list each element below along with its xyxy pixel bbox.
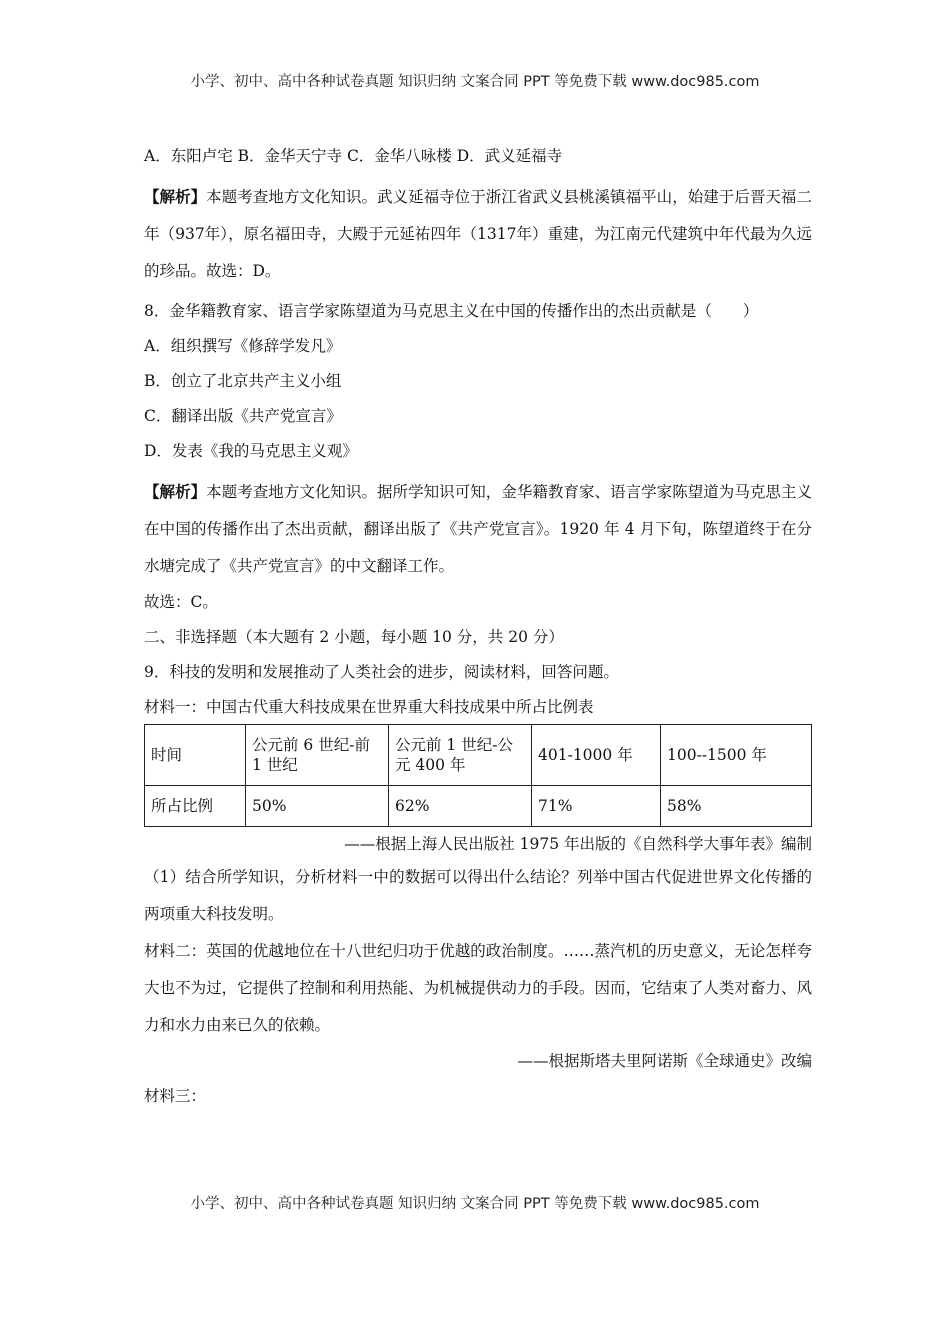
material-1-title: 材料一：中国古代重大科技成果在世界重大科技成果中所占比例表 — [144, 698, 594, 716]
q9-stem: 9．科技的发明和发展推动了人类社会的进步，阅读材料，回答问题。 — [144, 663, 619, 681]
q8-option-d: D．发表《我的马克思主义观》 — [144, 442, 358, 460]
page-content — [144, 145, 812, 1120]
q8-option-c: C．翻译出版《共产党宣言》 — [144, 407, 342, 425]
q7-analysis — [144, 178, 812, 290]
q8-analysis-tag: 【解析】 — [144, 482, 207, 501]
table-cell: 58% — [661, 786, 812, 827]
section-2-heading: 二、非选择题（本大题有 2 小题，每小题 10 分，共 20 分） — [144, 628, 564, 646]
q8-stem: 8．金华籍教育家、语言学家陈望道为马克思主义在中国的传播作出的杰出贡献是（ ） — [144, 302, 759, 320]
q8-answer: 故选：C。 — [144, 593, 218, 611]
q7-analysis-text: 本题考查地方文化知识。武义延福寺位于浙江省武义县桃溪镇福平山，始建于后晋天福二年（937年），原名福田寺，大殿于元延祐四年（1317年）重建，为江南元代建筑中年代最为久远的珍品。故选：D。 — [144, 188, 812, 280]
material-2-source: ——根据斯塔夫里阿诺斯《全球通史》改编 — [517, 1052, 812, 1070]
table-row — [145, 725, 812, 786]
table-cell: 所占比例 — [145, 786, 246, 827]
page-footer: 小学、初中、高中各种试卷真题 知识归纳 文案合同 PPT 等免费下载 www.doc985.com — [190, 1196, 760, 1212]
q8-analysis-text: 本题考查地方文化知识。据所学知识可知，金华籍教育家、语言学家陈望道为马克思主义在中国的传播作出了杰出贡献，翻译出版了《共产党宣言》。1920 年 4 月下旬，陈望道终于在分水塘完成了《共产党宣言》的中文翻译工作。 — [144, 483, 812, 575]
table-cell: 62% — [389, 786, 532, 827]
table-cell: 公元前 1 世纪-公元 400 年 — [389, 725, 532, 786]
material-3-title: 材料三： — [144, 1087, 207, 1105]
q8-option-a: A．组织撰写《修辞学发凡》 — [144, 337, 342, 355]
table-cell: 401-1000 年 — [532, 725, 661, 786]
table-row — [145, 786, 812, 827]
table-cell: 公元前 6 世纪-前 1 世纪 — [246, 725, 389, 786]
q7-options: A．东阳卢宅 B．金华天宁寺 C．金华八咏楼 D．武义延福寺 — [144, 147, 563, 165]
table-cell: 100--1500 年 — [661, 725, 812, 786]
table-cell: 50% — [246, 786, 389, 827]
q8-option-b: B．创立了北京共产主义小组 — [144, 372, 342, 390]
page-header: 小学、初中、高中各种试卷真题 知识归纳 文案合同 PPT 等免费下载 www.doc985.com — [190, 74, 760, 90]
proportion-table — [144, 724, 812, 827]
material-1-source: ——根据上海人民出版社 1975 年出版的《自然科学大事年表》编制 — [344, 835, 812, 853]
table-cell: 时间 — [145, 725, 246, 786]
material-2: 材料二：英国的优越地位在十八世纪归功于优越的政治制度。……蒸汽机的历史意义，无论怎样夸大也不为过，它提供了控制和利用热能、为机械提供动力的手段。因而，它结束了人类对畜力、风力和水力由来已久的依赖。 — [144, 942, 812, 1034]
q9-sub-question-1: （1）结合所学知识，分析材料一中的数据可以得出什么结论？列举中国古代促进世界文化传播的两项重大科技发明。 — [144, 868, 812, 923]
table-cell: 71% — [532, 786, 661, 827]
q8-analysis — [144, 473, 812, 585]
q7-analysis-tag: 【解析】 — [144, 187, 207, 206]
